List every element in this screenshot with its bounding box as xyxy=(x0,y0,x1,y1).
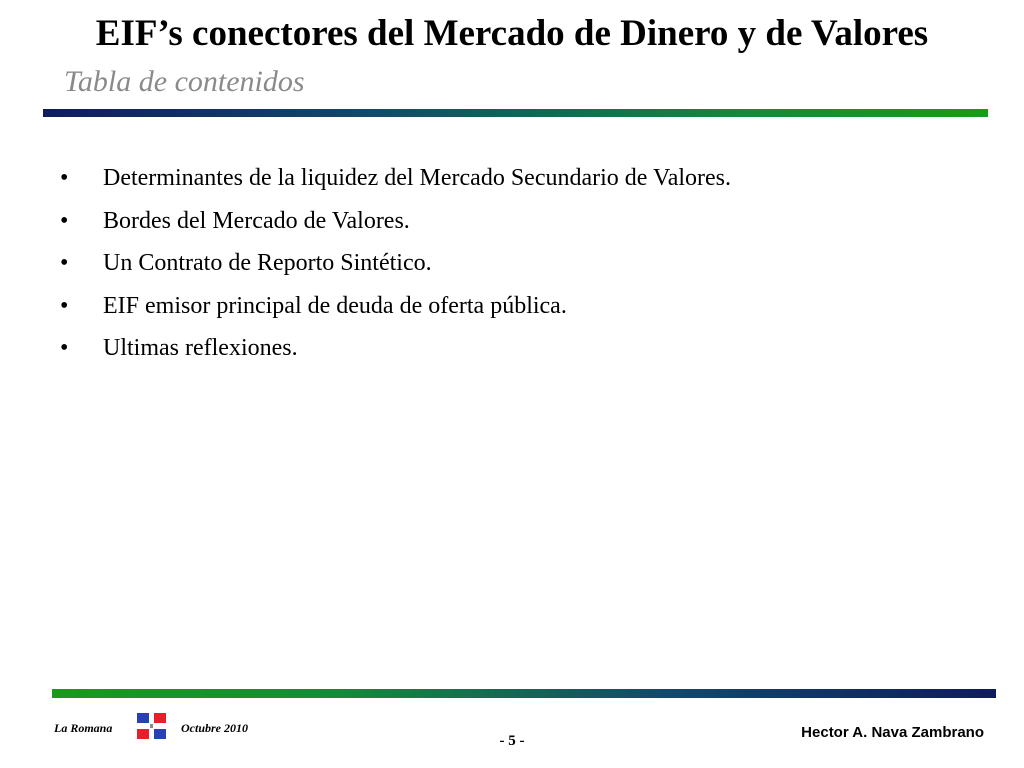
header-divider xyxy=(43,109,988,117)
footer-date: Octubre 2010 xyxy=(181,721,248,735)
bullet-icon: • xyxy=(60,335,69,361)
contents-list xyxy=(60,164,731,377)
list-item-text: Ultimas reflexiones. xyxy=(103,335,298,361)
footer-place: La Romana xyxy=(54,721,113,735)
footer-author: Hector A. Nava Zambrano xyxy=(801,724,984,741)
slide-title: EIF’s conectores del Mercado de Dinero y de Valores xyxy=(95,13,929,54)
page-number: - 5 - xyxy=(499,733,525,749)
list-item xyxy=(60,164,731,192)
bullet-icon: • xyxy=(60,165,69,191)
list-item xyxy=(60,249,731,277)
bullet-icon: • xyxy=(60,250,69,276)
list-item xyxy=(60,334,731,362)
slide-subtitle: Tabla de contenidos xyxy=(64,65,305,98)
list-item-text: Determinantes de la liquidez del Mercado Secundario de Valores. xyxy=(103,165,731,191)
list-item xyxy=(60,207,731,235)
bullet-icon: • xyxy=(60,292,69,319)
dominican-flag-icon xyxy=(137,713,166,739)
list-item-text: Bordes del Mercado de Valores. xyxy=(103,207,410,234)
bullet-icon: • xyxy=(60,207,69,234)
list-item-text: Un Contrato de Reporto Sintético. xyxy=(103,250,432,276)
list-item-text: EIF emisor principal de deuda de oferta pública. xyxy=(103,292,567,319)
list-item xyxy=(60,292,731,320)
footer-divider xyxy=(52,689,996,698)
